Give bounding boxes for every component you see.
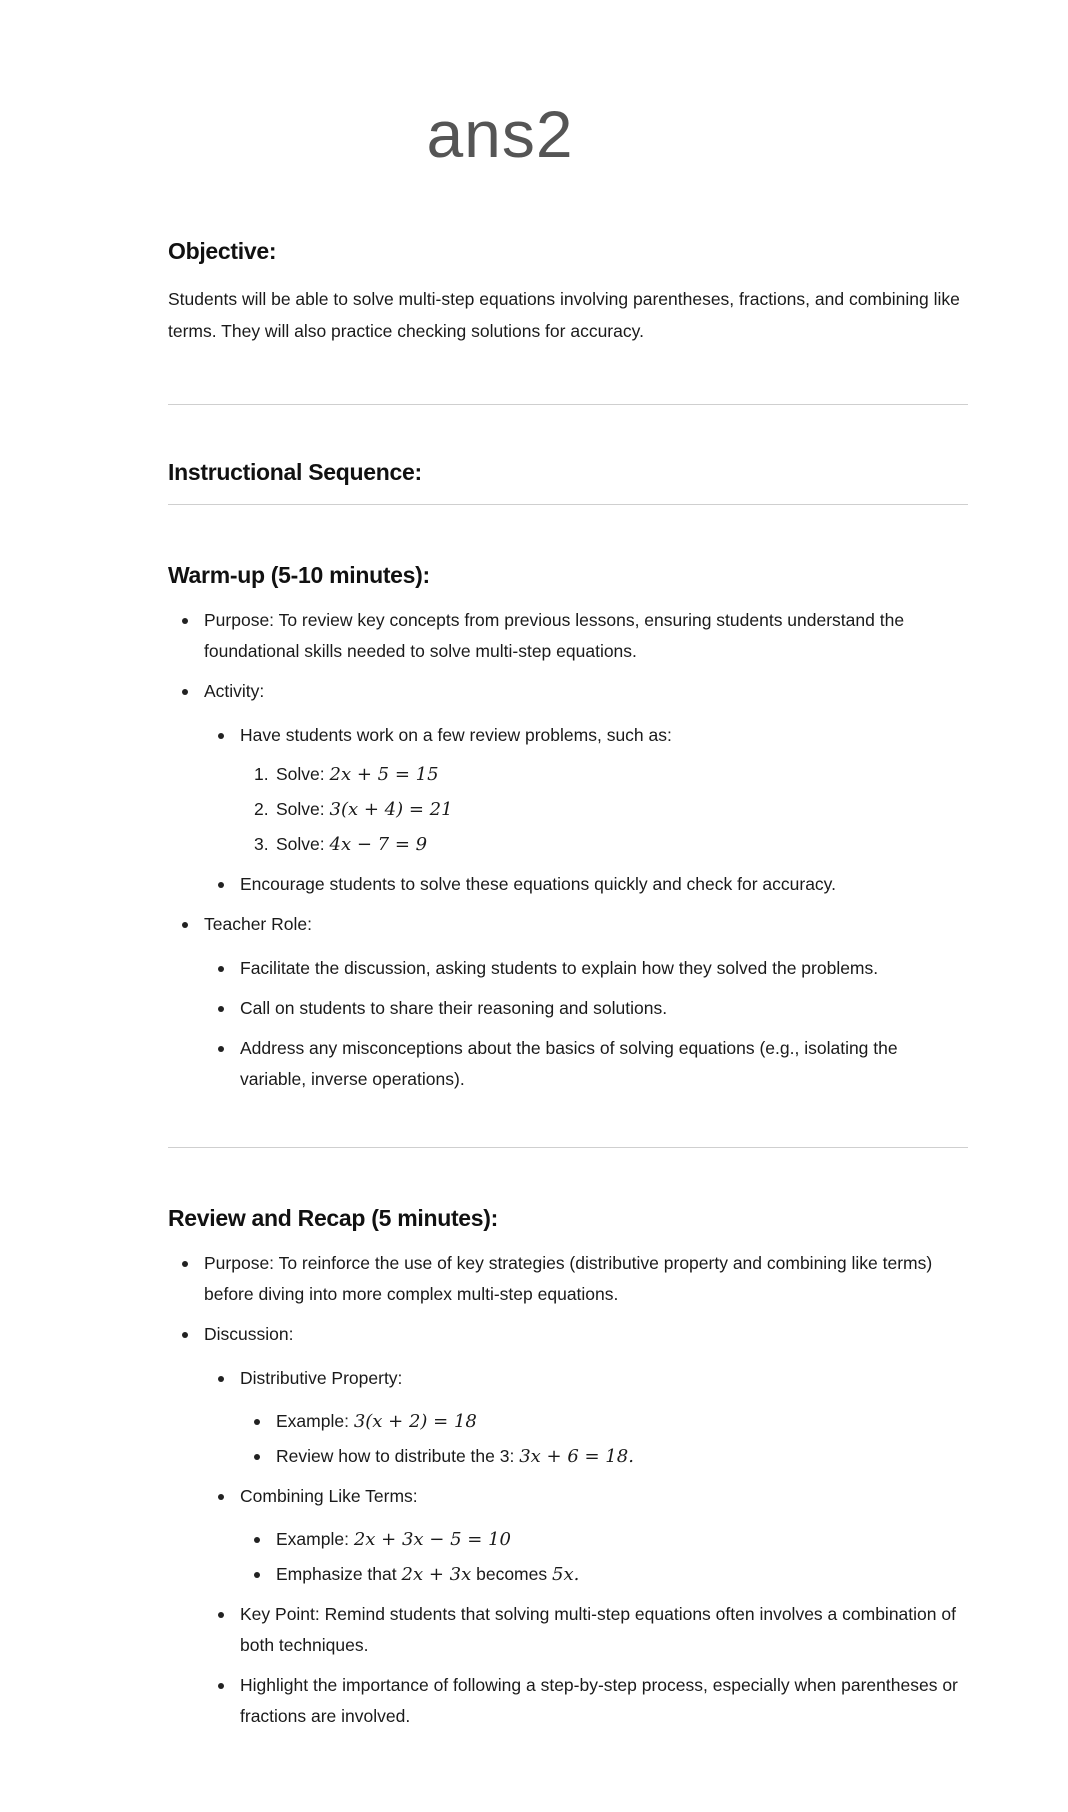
combining-list: [240, 1524, 968, 1590]
discussion-label: Discussion:: [204, 1324, 294, 1344]
review-discussion: [168, 1319, 968, 1732]
teacher-role-label: Teacher Role:: [204, 914, 312, 934]
problem-1-number: 1.: [254, 764, 269, 784]
review-problems-list: [240, 759, 968, 860]
problem-3: [240, 829, 968, 860]
distributive-review-equation: 3x + 6 = 18.: [519, 1446, 634, 1467]
problem-2-label: Solve:: [276, 799, 325, 819]
warmup-purpose: [168, 605, 968, 667]
combining-like-terms: [204, 1481, 968, 1590]
divider-2: [168, 504, 968, 505]
problem-2-equation: 3(x + 4) = 21: [329, 799, 453, 820]
review-list: [168, 1248, 968, 1732]
distributive-review: [240, 1441, 968, 1472]
document-title: ans2: [426, 97, 574, 171]
review-purpose: [168, 1248, 968, 1310]
problem-3-label: Solve:: [276, 834, 325, 854]
warmup-activity-list: [204, 720, 968, 900]
discussion-list: [204, 1363, 968, 1732]
emphasize-expression-1: 2x + 3x: [401, 1564, 472, 1585]
review-heading: Review and Recap (5 minutes):: [168, 1205, 499, 1231]
teacher-role-item-3: [204, 1033, 968, 1095]
distributive-property: [204, 1363, 968, 1472]
distributive-list: [240, 1406, 968, 1472]
emphasize-expression-2: 5x.: [552, 1564, 580, 1585]
teacher-role-list: [204, 953, 968, 1095]
combining-label: Combining Like Terms:: [240, 1486, 418, 1506]
key-point-text: Key Point: Remind students that solving multi-step equations often involves a combination of both techniques.: [240, 1604, 956, 1655]
distributive-example-label: Example:: [276, 1411, 349, 1431]
warmup-encourage-text: Encourage students to solve these equations quickly and check for accuracy.: [240, 874, 836, 894]
teacher-role-item-1: [204, 953, 968, 984]
warmup-activity-intro-text: Have students work on a few review problems, such as:: [240, 725, 672, 745]
problem-3-number: 3.: [254, 834, 269, 854]
problem-2: [240, 794, 968, 825]
emphasize-mid: becomes: [476, 1564, 548, 1584]
problem-1: [240, 759, 968, 790]
instructional-sequence-heading: Instructional Sequence:: [168, 459, 422, 485]
objective-text: Students will be able to solve multi-step equations involving parentheses, fractions, and combining like terms. They will also practice checking solutions for accuracy.: [168, 289, 960, 341]
document-content: [168, 238, 968, 1732]
warmup-activity: [168, 676, 968, 900]
warmup-activity-label: Activity:: [204, 681, 265, 701]
key-point: [204, 1599, 968, 1661]
distributive-review-label: Review how to distribute the 3:: [276, 1446, 515, 1466]
teacher-role-item-2-text: Call on students to share their reasoning and solutions.: [240, 998, 668, 1018]
divider-1: [168, 404, 968, 405]
review-purpose-text: Purpose: To reinforce the use of key strategies (distributive property and combining like terms) before diving into more complex multi-step equations.: [204, 1253, 933, 1304]
teacher-role-item-1-text: Facilitate the discussion, asking students to explain how they solved the problems.: [240, 958, 879, 978]
teacher-role-item-2: [204, 993, 968, 1024]
distributive-example-equation: 3(x + 2) = 18: [353, 1411, 477, 1432]
warmup-list: [168, 605, 968, 1095]
combining-example-label: Example:: [276, 1529, 349, 1549]
problem-2-number: 2.: [254, 799, 269, 819]
warmup-purpose-text: Purpose: To review key concepts from previous lessons, ensuring students understand the foundational skills needed to solve multi-step equations.: [204, 610, 905, 661]
problem-3-equation: 4x − 7 = 9: [329, 834, 428, 855]
objective-heading: Objective:: [168, 238, 277, 264]
teacher-role-item-3-text: Address any misconceptions about the basics of solving equations (e.g., isolating the variable, inverse operations).: [240, 1038, 898, 1089]
highlight-process: [204, 1670, 968, 1732]
warmup-encourage: [204, 869, 968, 900]
highlight-text: Highlight the importance of following a step-by-step process, especially when parentheses or fractions are involved.: [240, 1675, 958, 1726]
problem-1-label: Solve:: [276, 764, 325, 784]
warmup-activity-intro: [204, 720, 968, 860]
combining-example: [240, 1524, 968, 1555]
divider-3: [168, 1147, 968, 1148]
distributive-example: [240, 1406, 968, 1437]
distributive-label: Distributive Property:: [240, 1368, 403, 1388]
emphasize-prefix: Emphasize that: [276, 1564, 397, 1584]
warmup-heading: Warm-up (5-10 minutes):: [168, 562, 430, 588]
combining-example-equation: 2x + 3x − 5 = 10: [353, 1529, 511, 1550]
warmup-teacher-role: [168, 909, 968, 1095]
problem-1-equation: 2x + 5 = 15: [329, 764, 439, 785]
combining-emphasize: [240, 1559, 968, 1590]
